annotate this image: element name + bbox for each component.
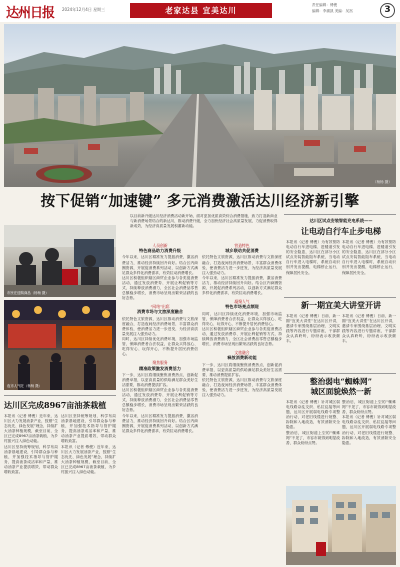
- paragraph: 今年以来，达川区精准发力提振消费，激活消费活力，推动经济持续回升向好。结合区内商圈资源，开展促消费系列活动，以创新方式满足群众多样化消费需求，有效拉动消费增长。: [122, 413, 198, 433]
- section-banner: 老家达县 宜美达川: [130, 3, 272, 18]
- divider: [284, 297, 396, 298]
- subhead-title: 消费市场与文旅深度融合: [136, 309, 184, 315]
- paragraph: 本报讯（记者 傅俊）日前，新一期“宜美大讲堂”在达川区开讲，邀请专家围绕基层治理、文明实践等内容进行专题讲座，干部群众认真聆听，纷纷表示收获颇丰。: [342, 314, 396, 344]
- street-buildings-image: [286, 486, 396, 565]
- paragraph: 达川区积极组织辖区商贸企业参与各类促消费活动，通过发放消费券、开展让利促销等方式，持续释放消费潜力，全区社会消费品零售总额稳步增长，消费市场呈现出繁荣活跃的良好态势。: [202, 326, 282, 347]
- story-title-cables-line-2: 城区面貌焕然一新: [310, 387, 372, 396]
- night-market-image: [4, 300, 116, 390]
- story-title-oil-tea: 达川区完成8967亩油茶栽植: [4, 400, 107, 410]
- photo-caption: 市民在选购商品（杨杨 摄）: [7, 291, 49, 295]
- subhead-title: 释放消费新动能: [227, 355, 257, 361]
- paragraph: 依托特色文旅资源，达川区推动消费与文旅深度融合，打造夜间经济消费场景，丰富群众消费体验，使消费活力进一步迸发，为经济高质量发展注入强劲动力。: [122, 316, 198, 336]
- paragraph: 整治后，城区街道上空的“蜘蛛网”不见了，市容市貌得到明显改善，群众纷纷点赞。: [286, 430, 340, 445]
- subhead: [202, 243, 282, 253]
- story-title-lecture: 新一期宜美大讲堂开讲: [301, 300, 381, 310]
- subhead-title: 特色市场亮点频现: [225, 304, 259, 310]
- subhead-tag: 营造特色: [234, 243, 250, 248]
- divider: [4, 395, 116, 396]
- story-title-cables-line-1: 整治弱电“蜘蛛网”: [310, 377, 372, 386]
- paragraph: 本报讯（记者 傅俊）近年来，达川区大力发展油茶产业，按照“生态优先、绿色发展”理念，持续扩大油茶种植规模，截至目前，全区已完成8967亩油茶栽植，为乡村振兴注入绿色动能。: [4, 414, 58, 444]
- paragraph: 本报讯（记者 傅俊）近年来，达川区大力发展油茶产业，按照“生态优先、绿色发展”理念，持续扩大油茶种植规模，截至目前，全区已完成8967亩油茶栽植，为乡村振兴注入绿色动能。: [61, 444, 116, 475]
- hero-city-photo: [4, 24, 396, 187]
- ebike-story-column-2: [342, 240, 396, 296]
- editor-line: 编辑：李蒲凯 美编：吴嵩: [312, 8, 353, 13]
- lecture-story-column-2: [342, 314, 396, 372]
- subhead-tag: 文旅融合: [234, 350, 250, 356]
- paragraph: 本报讯（记者 傅俊）为有效预防电动自行车进电梯、进楼道引发的安全隐患，达川区在部分小区试点安装智能阻车系统，当电动自行车进入电梯时，系统自动识别并发出提醒，电梯停止运行，保障居民安全。: [342, 240, 396, 275]
- publication-date: 2024年12月4日 星期三: [62, 7, 106, 12]
- paragraph: 依托特色文旅资源，达川区推动消费与文旅深度融合，打造夜间经济消费场景，丰富群众消费体验，使消费活力进一步迸发，为经济高质量发展注入强劲动力。: [202, 377, 282, 398]
- street-photo: [286, 486, 396, 565]
- subhead: [202, 350, 282, 360]
- subhead: [202, 299, 282, 309]
- left-story-column-2: [61, 414, 116, 565]
- paragraph: 同时，达川区持续优化消费环境，加强市场监管，保障消费者合法权益，让群众买得放心、吃得安心、玩得开心，不断提升居民消费信心。: [202, 311, 282, 326]
- paragraph: 达川区积极组织辖区商贸企业参与各类促消费活动，通过发放消费券、开展让利促销等方式，持续释放消费潜力，全区社会消费品零售总额稳步增长，消费市场呈现出繁荣活跃的良好态势。: [122, 388, 198, 413]
- subhead-title: 精准政策激发消费活力: [139, 365, 181, 371]
- page-number: 3: [380, 3, 395, 18]
- divider: [284, 373, 396, 374]
- city-skyline-image: [4, 24, 396, 187]
- paragraph: 本报讯（记者 傅俊）为有效预防电动自行车进电梯、进楼道引发的安全隐患，达川区在部分小区试点安装智能阻车系统，当电动自行车进入电梯时，系统自动识别并发出提醒，电梯停止运行，保障居民安全。: [286, 240, 340, 275]
- paragraph: 达川区坚持统筹规划，科学布局油茶基地建设，引导群众参与种植，并加强技术指导与管护服务，提高油茶成活率和产量，推动油茶产业提质增效，带动群众增收致富。: [4, 444, 58, 475]
- paragraph: 今年以来，达川区精准发力提振消费，激活消费活力，推动经济持续回升向好。结合区内商圈资源，开展促消费系列活动，以创新方式满足群众多样化消费需求，有效拉动消费增长。: [122, 255, 198, 275]
- paragraph: 达川区积极组织辖区商贸企业参与各类促消费活动，通过发放消费券、开展让利促销等方式，持续释放消费潜力，全区社会消费品零售总额稳步增长，消费市场呈现出繁荣活跃的良好态势。: [122, 275, 198, 301]
- center-story-column-2: [202, 240, 282, 565]
- night-market-photo: [4, 300, 116, 390]
- cables-story-column-2: [342, 400, 396, 484]
- subhead: [122, 243, 198, 253]
- paragraph: 下一步，达川区将继续聚焦消费热点，创新促消费举措，以更高质量的供给满足群众美好生活需要，推动消费提质扩容。: [122, 372, 198, 387]
- photo-credit: （杨杨 摄）: [372, 180, 392, 184]
- cables-story-column-1: [286, 400, 340, 484]
- paragraph: 整治后，城区街道上空的“蜘蛛网”不见了，市容市貌得到明显改善，群众纷纷点赞。: [342, 400, 396, 415]
- paragraph: 本报讯（记者 傅俊）日前，新一期“宜美大讲堂”在达川区开讲，邀请专家围绕基层治理、文明实践等内容进行专题讲座，干部群众认真聆听，纷纷表示收获颇丰。: [286, 314, 340, 344]
- editor-line: 责任编辑：傅俊: [312, 3, 338, 7]
- center-story-column-1: [122, 240, 198, 565]
- subhead: [122, 360, 198, 370]
- masthead-logo: 达州日报: [6, 6, 55, 21]
- subhead-title: 城乡联动共促消费: [225, 248, 259, 254]
- ebike-story-column-1: [286, 240, 340, 296]
- subhead-tag: “网络”出彩: [150, 304, 170, 310]
- paragraph: 同时，达川区持续优化消费环境，加强市场监管，保障消费者合法权益，让群众买得放心、吃得安心、玩得开心，不断提升居民消费信心。: [122, 337, 198, 357]
- paragraph: 本报讯（记者 傅俊）针对城区弱电线路杂乱交织、私拉乱接等问题，达川区开展弱电线路专项整治行动，对老旧线缆进行规整、拆除和入地改造，有效消除安全隐患。: [342, 415, 396, 445]
- paragraph: 今年以来，达川区精准发力提振消费，激活消费活力，推动经济持续回升向好。结合区内商圈资源，开展促消费系列活动，以创新方式满足群众多样化消费需求，有效拉动消费增长。: [202, 275, 282, 296]
- paragraph: 达川区坚持统筹规划，科学布局油茶基地建设，引导群众参与种植，并加强技术指导与管护服务，提高油茶成活率和产量，推动油茶产业提质增效，带动群众增收致富。: [61, 414, 116, 444]
- paragraph: 下一步，达川区将继续聚焦消费热点，创新促消费举措，以更高质量的供给满足群众美好生活需要，推动消费提质扩容。: [202, 362, 282, 377]
- subhead-tag: 凝聚人气: [234, 299, 250, 305]
- photo-caption: 夜市人气旺（杨杨 摄）: [7, 384, 42, 388]
- headline-lead: 以目前新升级达川经济消费活动新开始，面对更加优质高效综合消费措施，致力打造新商业与新消费场景结合的新达川，推动消费升级，全力加快经济社会高质量发展，力促消费取得新成效，为经济高质量发展积蓄新动能。: [130, 214, 278, 229]
- shoppers-image: [4, 225, 116, 297]
- subhead-title: 特色商品助力消费升级: [139, 248, 181, 254]
- paragraph: 本报讯（记者 傅俊）针对城区弱电线路杂乱交织、私拉乱接等问题，达川区开展弱电线路专项整治行动，对老旧线缆进行规整、拆除和入地改造，有效消除安全隐患。: [286, 400, 340, 430]
- editor-credits: [312, 3, 353, 14]
- lecture-story-column-1: [286, 314, 340, 372]
- subhead-tag: 聚焦服务: [152, 360, 168, 366]
- subhead: [122, 304, 198, 314]
- paragraph: 依托特色文旅资源，达川区推动消费与文旅深度融合，打造夜间经济消费场景，丰富群众消费体验，使消费活力进一步迸发，为经济高质量发展注入强劲动力。: [202, 255, 282, 275]
- page-header: [0, 0, 400, 22]
- main-headline: 按下促销“加速键” 多元消费激活达川经济新引擎: [40, 193, 360, 210]
- story-kicker: 达川区试点安装智能充电系统——: [309, 218, 373, 223]
- shopping-photo: [4, 225, 116, 297]
- left-story-column-1: [4, 414, 58, 565]
- divider: [284, 214, 396, 215]
- subhead-tag: 人员创新: [152, 243, 168, 248]
- story-title-ebike: 让电动自行车止步电梯: [301, 226, 381, 236]
